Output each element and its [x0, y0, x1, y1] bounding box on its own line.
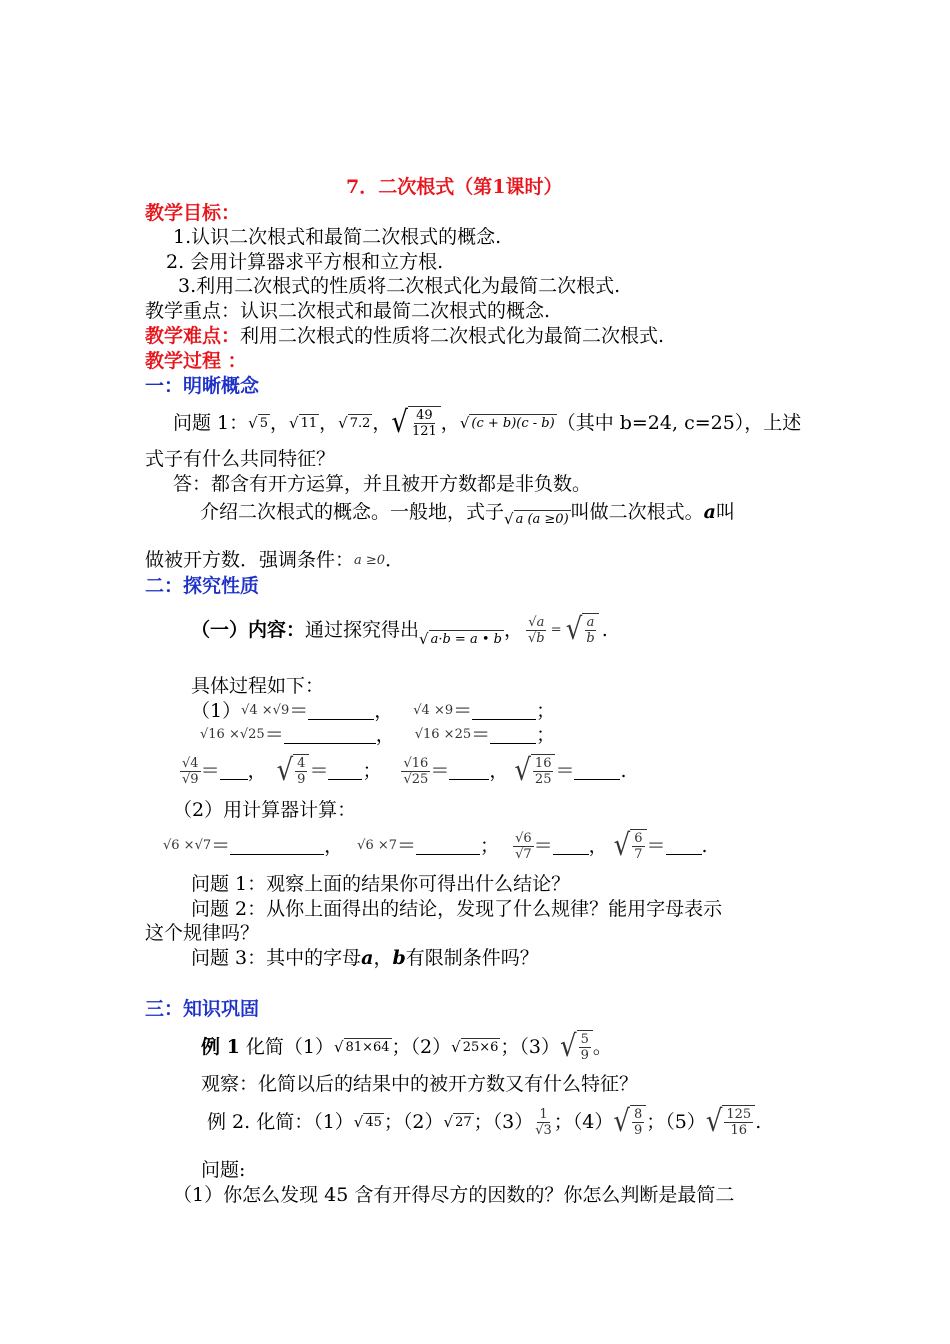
- section1-heading: 一：明晰概念: [145, 375, 260, 397]
- sqrt-expr: √ 11: [289, 414, 318, 432]
- sqrt-expr: √ 81×64: [333, 1038, 390, 1056]
- intro-line: 介绍二次根式的概念。一般地，式子 √ a (a ≥0) 叫做二次根式。 a 叫: [200, 501, 735, 528]
- question-s3-1: （1）你怎么发现 45 含有开得尽方的因数的？你怎么判断是最简二: [173, 1184, 735, 1206]
- identity-2: $\frac{√a}{√b}$ = √ $\frac{a}{b}$: [526, 613, 599, 647]
- section3-heading: 三：知识巩固: [145, 998, 260, 1020]
- observe: 观察：化简以后的结果中的被开方数又有什么特征？: [201, 1073, 639, 1095]
- sqrt-expr: √ 25×6: [451, 1038, 499, 1056]
- key-point: 教学重点：认识二次根式和最简二次根式的概念.: [145, 300, 551, 322]
- sqrt-fraction: √ $\frac{49}{121}$: [391, 406, 440, 440]
- intro-cont: 做被开方数．强调条件：a ≥0．: [145, 549, 405, 571]
- difficulty-text: 利用二次根式的性质将二次根式化为最简二次根式.: [240, 325, 665, 347]
- question-s2-1: 问题 1：观察上面的结果你可得出什么结论？: [191, 873, 571, 895]
- example-2: 例 2. 化简：（1） √ 45 ；（2） √ 27 ；（3） $\frac{1}{√3}$ ；（4） √ $\frac{8}{9}$ ；（5） √ $\frac{125}{16}$ .: [207, 1104, 762, 1140]
- question-1-tail: （其中 b=24, c=25），上述: [556, 412, 802, 434]
- sqrt-expr: √ 7.2: [338, 414, 371, 432]
- question-label: 问题:: [201, 1159, 246, 1181]
- question-s2-3: 问题 3：其中的字母a，b有限制条件吗？: [191, 947, 539, 969]
- objective-1: 1.认识二次根式和最简二次根式的概念.: [173, 226, 502, 248]
- process-title: 具体过程如下：: [191, 675, 325, 697]
- calc-row-2: √16 ×√25 ＝ ， √16 ×25 ＝ ；: [200, 724, 556, 746]
- section2-heading: 二：探究性质: [145, 575, 260, 597]
- sqrt-expr: √ (c + b)(c - b): [459, 414, 555, 432]
- question-1-line: 问题 1： √ 5 ， √ 11 ， √ 7.2 ， √ $\frac{49}{121}$ ， √ (c + b)(c - b) （其中 b=24, c=25），上述: [173, 405, 802, 441]
- calc-row-4: √6 ×√7 ＝ ， √6 ×7 ＝ ； $\frac{√6}{√7}$ ＝ ， √ $\frac{6}{7}$ ＝ .: [163, 828, 708, 864]
- answer: 答：都含有开方运算，并且被开方数都是非负数。: [173, 473, 592, 495]
- page-title: 7．二次根式（第1课时）: [346, 176, 563, 198]
- calc-row-1: （1） √4 ×√9 ＝ ， √4 ×9 ＝ ；: [191, 700, 556, 722]
- example-1: 例 1 化简（1） √ 81×64 ；（2） √ 25×6 ；（3） √ $\frac{5}{9}$ 。: [201, 1029, 612, 1065]
- objective-3: 3.利用二次根式的性质将二次根式化为最简二次根式.: [178, 275, 621, 297]
- objective-2: 2. 会用计算器求平方根和立方根.: [166, 251, 444, 273]
- sqrt-expr: √ 5: [248, 414, 268, 432]
- calc-row-3: $\frac{√4}{√9}$ ＝ ， √ $\frac{4}{9}$ ＝ ； $\frac{√16}{√25}$ ＝ ， √ $\frac{16}{25}$ ＝ .: [182, 753, 627, 789]
- content-line: （一）内容： 通过探究得出 √ a·b = a • b ， $\frac{√a}{√b}$ = √ $\frac{a}{b}$ .: [191, 612, 608, 648]
- sqrt-a: √ a (a ≥0): [504, 510, 569, 528]
- question-s2-2-cont: 这个规律吗？: [145, 922, 260, 944]
- process-heading: 教学过程 ：: [145, 350, 247, 372]
- calc-label: （2）用计算器计算：: [173, 799, 357, 821]
- question-s2-2: 问题 2：从你上面得出的结论，发现了什么规律？能用字母表示: [191, 898, 723, 920]
- question-1-label: 问题 1：: [173, 412, 249, 434]
- difficulty-label: 教学难点：: [145, 325, 241, 347]
- difficulty: [145, 323, 664, 349]
- question-1-cont: 式子有什么共同特征？: [145, 448, 336, 470]
- objectives-heading: 教学目标：: [145, 202, 241, 224]
- identity-1: √ a·b = a • b: [419, 630, 502, 648]
